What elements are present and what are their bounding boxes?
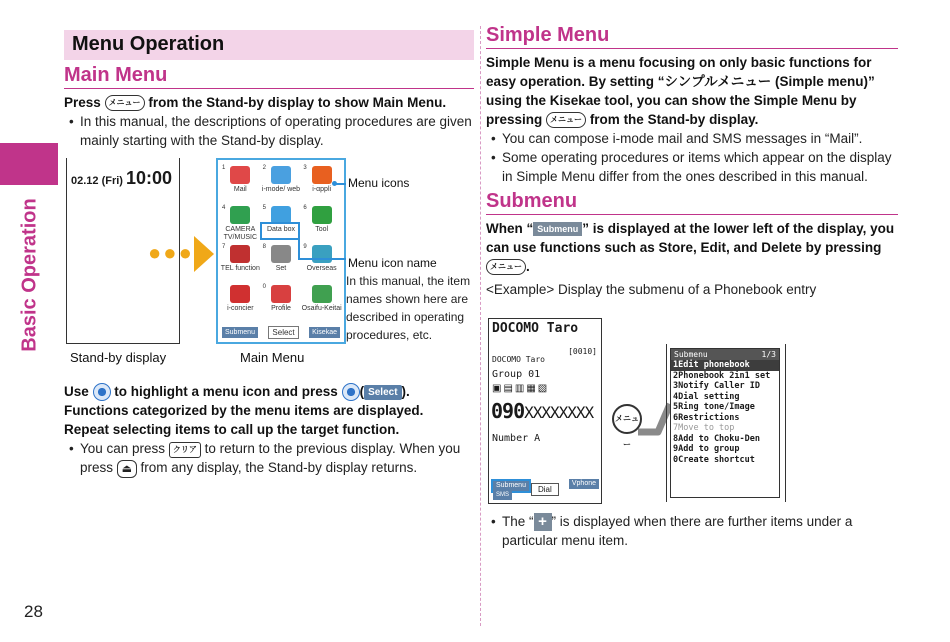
menu-key-icon: メニュー [105, 95, 145, 111]
right-column [486, 24, 898, 549]
menu-item [301, 283, 342, 323]
simple-menu-description: Simple Menu is a menu focusing on only basic functions for easy operation. By setting “シンプルメニュー (Simple menu)” using the Kisekae tool, you can show the Simple Menu by pressing メニュー from the Stand-by display. [486, 55, 875, 127]
phonebook-name: DOCOMO Taro [492, 321, 579, 336]
menu-item-number: 4 [222, 204, 226, 211]
menu-item-label: i-concier [227, 304, 254, 312]
standby-clock: 02.12 (Fri) 10:00 [71, 168, 173, 188]
phonebook-group: Group 01 [492, 369, 541, 380]
softkey-select: Select [268, 326, 298, 339]
menu-item [301, 204, 342, 244]
use-line2: Functions categorized by the menu items are displayed. [64, 403, 424, 419]
softkey-kisekae: Kisekae [309, 327, 340, 338]
menu-item-label: Set [275, 265, 287, 272]
menu-item-icon [271, 166, 291, 184]
menu-item-number: 9 [303, 244, 307, 250]
simple-menu-heading: Simple Menu [486, 24, 898, 49]
submenu-item: 4Dial setting [673, 391, 740, 402]
menu-item [220, 164, 261, 204]
menu-item-icon [230, 245, 250, 263]
center-key-icon [342, 383, 360, 401]
caption-main-menu: Main Menu [240, 350, 305, 365]
menu-item-number: 3 [303, 165, 307, 171]
section-title: Menu Operation [64, 30, 474, 60]
submenu-item: 2Phonebook 2in1 set [673, 370, 771, 381]
menu-item-label: CAMERA TV/MUSIC [223, 225, 258, 241]
main-menu-softkeys [222, 326, 340, 338]
menu-item-label: Overseas [306, 265, 337, 272]
bullet-manual-note: • In this manual, the descriptions of operating procedures are given mainly starting with the Stand-by display. [64, 112, 474, 150]
softkey-submenu-highlighted: Submenu [491, 479, 531, 493]
submenu-title-bar: Submenu 1/3 [671, 349, 779, 360]
submenu-item: 1Edit phonebook [671, 360, 779, 371]
menu-item-number: 8 [262, 244, 266, 250]
menu-item-icon [271, 285, 291, 303]
submenu-item: 8Add to Choku-Den [673, 433, 760, 444]
menu-item-label: Data box [266, 225, 295, 233]
menu-item-icon [312, 245, 332, 263]
menu-item [261, 164, 302, 204]
menu-item-label: Osaifu-Keitai [301, 304, 342, 312]
press-instruction: Press メニュー from the Stand-by display to show Main Menu. [64, 95, 447, 110]
example-line: <Example> Display the submenu of a Phonebook entry [486, 282, 817, 297]
left-column [64, 30, 474, 476]
menu-item-number: 5 [262, 204, 266, 211]
menu-item [220, 204, 261, 244]
side-label: Basic Operation [18, 198, 41, 352]
plus-icon: + [534, 513, 552, 531]
phonebook-index: [0010] [568, 347, 597, 356]
menu-key-icon: メニュー [486, 259, 526, 275]
menu-item-icon [312, 166, 332, 184]
clear-key-icon: クリア [169, 442, 201, 458]
caption-standby: Stand-by display [70, 350, 167, 365]
bullet-clear-key: • You can press クリア to return to the previous display. When you press ⏏ from any display, the Stand-by display returns. [64, 439, 474, 477]
menu-item [261, 243, 302, 283]
callout-line-name-vertical [298, 224, 300, 258]
bullet-plus-icon: • The “ + ” is displayed when there are further items under a particular menu item. [486, 512, 898, 550]
menu-item-number: 2 [262, 165, 266, 171]
softkey-submenu: Submenu [222, 327, 258, 338]
menu-item-icon [312, 206, 332, 224]
arrow-right-icon [194, 236, 214, 272]
menu-key-icon: メニュー [612, 404, 642, 434]
submenu-item: 0Create shortcut [673, 454, 755, 465]
menu-item [261, 283, 302, 323]
menu-item-number: 7 [222, 244, 226, 250]
submenu-badge-icon: Submenu [533, 222, 582, 236]
use-line3: Repeat selecting items to call up the target function. [64, 422, 400, 438]
menu-icon-grid [218, 160, 344, 322]
submenu-item: 9Add to group [673, 444, 740, 454]
use-instructions [64, 382, 474, 478]
menu-item-icon [271, 245, 291, 263]
menu-item [220, 283, 261, 323]
callout-menu-icons: Menu icons [348, 176, 410, 190]
menu-item-icon [230, 206, 250, 224]
callout-line-icons [334, 183, 346, 185]
submenu-item: 3Notify Caller ID [673, 381, 760, 391]
submenu-heading: Submenu [486, 190, 898, 215]
phonebook-small-name: DOCOMO Taro [492, 355, 545, 364]
submenu-screen-illustration [670, 348, 780, 498]
menu-item-label: Tool [315, 225, 329, 233]
main-menu-illustration [216, 158, 346, 344]
callout-line-name [298, 258, 346, 260]
menu-item-icon [271, 206, 291, 224]
multi-key-icon [93, 383, 111, 401]
phonebook-number: 090XXXXXXXX [491, 399, 594, 423]
power-end-key-icon: ⏏ [117, 460, 137, 478]
softkey-vphone: Vphone [569, 479, 599, 489]
page-number: 28 [24, 602, 43, 621]
phonebook-screen-illustration [488, 318, 602, 504]
phonebook-number-label: Number A [492, 433, 541, 444]
softkey-sms: SMS [493, 491, 512, 500]
submenu-description: When “ Submenu ” is displayed at the lower left of the display, you can use functions such as Store, Edit, and Delete by pressing メニュー . [486, 221, 895, 274]
side-tab-marker [0, 143, 58, 185]
menu-item-icon [312, 285, 332, 303]
menu-item-number: 6 [303, 204, 307, 211]
menu-item-label: i-mode/ web [261, 186, 301, 193]
submenu-item: 6Restrictions [673, 412, 740, 423]
menu-item-label: TEL function [220, 265, 260, 272]
submenu-item: 5Ring tone/Image [673, 402, 755, 412]
menu-item-icon [230, 166, 250, 184]
phonebook-softkeys [491, 479, 599, 501]
softkey-dial: Dial [531, 483, 559, 496]
main-menu-heading: Main Menu [64, 64, 474, 89]
callout-menu-icon-name: Menu icon name [348, 256, 437, 270]
submenu-item-list [671, 360, 779, 465]
menu-item-number: 0 [262, 283, 266, 290]
menu-item-icon [230, 285, 250, 303]
submenu-item: 7Move to top [673, 423, 735, 433]
phonebook-icons: ▣▤▥▦▧ [492, 383, 550, 394]
bullet-simple-mail: • You can compose i-mode mail and SMS messages in “Mail”. [486, 129, 898, 148]
bullet-simple-differ: • Some operating procedures or items which appear on the display in Simple Menu differ from the ones described in this manual. [486, 148, 898, 186]
dots-icon: ●●● [148, 240, 194, 265]
menu-item-label: i-αppli [312, 186, 332, 193]
menu-key-icon: メニュー [546, 112, 586, 128]
menu-item-label: Mail [233, 186, 247, 193]
column-divider [480, 26, 481, 626]
data-box-highlight [260, 222, 300, 240]
menu-item-label: Profile [271, 304, 291, 312]
use-line1: Use to highlight a menu icon and press ( Select ). [64, 382, 474, 401]
menu-item-number: 1 [222, 165, 226, 171]
callout-note: In this manual, the item names shown here are described in operating procedures, etc. [346, 274, 471, 342]
menu-item [220, 243, 261, 283]
menu-item [301, 243, 342, 283]
select-softkey-icon: Select [364, 385, 401, 400]
